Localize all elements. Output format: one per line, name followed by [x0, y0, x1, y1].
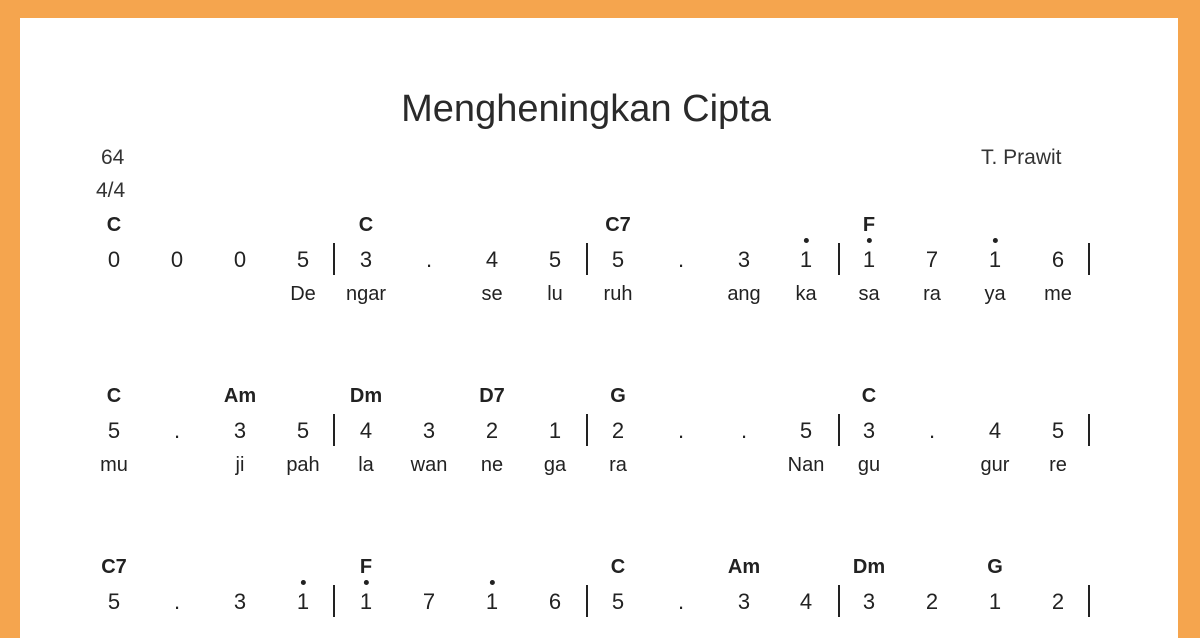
chord-symbol: G: [987, 556, 1003, 578]
lyric-syllable: gu: [857, 454, 881, 476]
note: [423, 418, 435, 444]
note-digit: .: [677, 589, 685, 614]
note-digit: 1: [485, 589, 499, 614]
lyric-syllable: ya: [984, 283, 1006, 305]
lyric-syllable: la: [358, 454, 374, 476]
note: [171, 247, 183, 273]
chord-symbol: Dm: [349, 385, 383, 407]
note: [486, 247, 498, 273]
lyric-syllable: lu: [547, 283, 563, 305]
note: [926, 247, 938, 273]
high-octave-dot: [867, 238, 872, 243]
note: [297, 418, 309, 444]
note: [929, 418, 935, 444]
song-number: 64: [101, 146, 125, 169]
note: [612, 418, 624, 444]
note: [174, 589, 180, 615]
note: [297, 589, 309, 615]
note: [108, 247, 120, 273]
chord-symbol: Am: [223, 385, 257, 407]
note-digit: 7: [422, 589, 436, 614]
bar-line: [586, 414, 588, 446]
note-digit: 0: [233, 247, 247, 272]
note: [1052, 247, 1064, 273]
chord-symbol: Am: [727, 556, 761, 578]
lyric-syllable: se: [481, 283, 503, 305]
note: [612, 247, 624, 273]
lyric-syllable: mu: [100, 454, 128, 476]
note-digit: .: [740, 418, 748, 443]
note: [360, 418, 372, 444]
note: [234, 589, 246, 615]
bar-line: [1088, 585, 1090, 617]
lyric-syllable: me: [1044, 283, 1072, 305]
note-digit: 3: [862, 418, 876, 443]
note: [549, 589, 561, 615]
note-digit: 3: [862, 589, 876, 614]
note-digit: 1: [988, 589, 1002, 614]
chord-symbol: C: [861, 385, 877, 407]
lyric-syllable: wan: [410, 454, 448, 476]
note: [108, 589, 120, 615]
note: [863, 589, 875, 615]
lyric-syllable: ga: [543, 454, 567, 476]
chord-symbol: Dm: [852, 556, 886, 578]
lyric-syllable: ka: [795, 283, 817, 305]
note-digit: 5: [1051, 418, 1065, 443]
note-digit: 5: [107, 418, 121, 443]
note: [1052, 589, 1064, 615]
high-octave-dot: [301, 580, 306, 585]
note-digit: 1: [862, 247, 876, 272]
note-digit: .: [677, 418, 685, 443]
note: [1052, 418, 1064, 444]
note: [549, 418, 561, 444]
note: [360, 589, 372, 615]
note-digit: 3: [737, 589, 751, 614]
chord-symbol: F: [359, 556, 373, 578]
lyric-syllable: ngar: [345, 283, 387, 305]
bar-line: [333, 585, 335, 617]
high-octave-dot: [364, 580, 369, 585]
note-digit: 2: [1051, 589, 1065, 614]
note-digit: 4: [988, 418, 1002, 443]
lyric-syllable: ne: [480, 454, 504, 476]
bar-line: [333, 243, 335, 275]
lyric-syllable: gur: [980, 454, 1010, 476]
chord-symbol: C: [106, 214, 122, 236]
note-digit: 5: [107, 589, 121, 614]
note-digit: 7: [925, 247, 939, 272]
note-digit: 3: [737, 247, 751, 272]
note-digit: 6: [548, 589, 562, 614]
note-digit: 5: [799, 418, 813, 443]
note: [234, 418, 246, 444]
lyric-syllable: re: [1049, 454, 1067, 476]
composer-name: T. Prawit: [981, 146, 1062, 169]
note-digit: 4: [359, 418, 373, 443]
note: [234, 247, 246, 273]
note-digit: 1: [988, 247, 1002, 272]
high-octave-dot: [993, 238, 998, 243]
high-octave-dot: [490, 580, 495, 585]
note: [989, 418, 1001, 444]
note: [678, 247, 684, 273]
note: [678, 418, 684, 444]
note-digit: 3: [233, 418, 247, 443]
note-digit: 5: [296, 247, 310, 272]
bar-line: [586, 243, 588, 275]
note-digit: .: [425, 247, 433, 272]
note: [486, 418, 498, 444]
note: [738, 247, 750, 273]
note-digit: 2: [611, 418, 625, 443]
note-digit: 2: [485, 418, 499, 443]
high-octave-dot: [804, 238, 809, 243]
note: [486, 589, 498, 615]
chord-symbol: C: [610, 556, 626, 578]
note-digit: 3: [359, 247, 373, 272]
note-digit: 4: [485, 247, 499, 272]
note: [800, 418, 812, 444]
note-digit: .: [928, 418, 936, 443]
note: [800, 589, 812, 615]
note-digit: 5: [611, 589, 625, 614]
bar-line: [838, 585, 840, 617]
note: [360, 247, 372, 273]
song-title: Mengheningkan Cipta: [401, 88, 771, 130]
note-digit: 3: [422, 418, 436, 443]
lyric-syllable: sa: [858, 283, 880, 305]
note: [989, 247, 1001, 273]
lyric-syllable: De: [290, 283, 316, 305]
note-digit: 4: [799, 589, 813, 614]
bar-line: [1088, 414, 1090, 446]
lyric-syllable: pah: [286, 454, 320, 476]
chord-symbol: G: [610, 385, 626, 407]
lyric-syllable: Nan: [787, 454, 825, 476]
lyric-syllable: ang: [727, 283, 761, 305]
lyric-syllable: ra: [609, 454, 627, 476]
bar-line: [1088, 243, 1090, 275]
note-digit: 3: [233, 589, 247, 614]
chord-symbol: D7: [479, 385, 505, 407]
note-digit: .: [173, 589, 181, 614]
note: [423, 589, 435, 615]
note-digit: 1: [296, 589, 310, 614]
note-digit: 1: [359, 589, 373, 614]
note: [741, 418, 747, 444]
note-digit: .: [677, 247, 685, 272]
chord-symbol: C7: [605, 214, 631, 236]
note: [738, 589, 750, 615]
note: [426, 247, 432, 273]
lyric-syllable: ra: [923, 283, 941, 305]
chord-symbol: C: [358, 214, 374, 236]
note: [863, 247, 875, 273]
note-digit: 5: [611, 247, 625, 272]
bar-line: [586, 585, 588, 617]
note-digit: 6: [1051, 247, 1065, 272]
note: [678, 589, 684, 615]
note-digit: 1: [799, 247, 813, 272]
note-digit: 5: [548, 247, 562, 272]
note: [800, 247, 812, 273]
bar-line: [838, 414, 840, 446]
note: [863, 418, 875, 444]
note-digit: 1: [548, 418, 562, 443]
bar-line: [838, 243, 840, 275]
note-digit: 0: [170, 247, 184, 272]
note: [549, 247, 561, 273]
note: [926, 589, 938, 615]
note: [612, 589, 624, 615]
lyric-syllable: ruh: [603, 283, 633, 305]
note-digit: 0: [107, 247, 121, 272]
bar-line: [333, 414, 335, 446]
chord-symbol: F: [862, 214, 876, 236]
note: [108, 418, 120, 444]
note-digit: 2: [925, 589, 939, 614]
note: [989, 589, 1001, 615]
chord-symbol: C7: [101, 556, 127, 578]
note-digit: 5: [296, 418, 310, 443]
note: [174, 418, 180, 444]
note: [297, 247, 309, 273]
time-signature: 4/4: [96, 179, 126, 202]
lyric-syllable: ji: [235, 454, 245, 476]
chord-symbol: C: [106, 385, 122, 407]
note-digit: .: [173, 418, 181, 443]
